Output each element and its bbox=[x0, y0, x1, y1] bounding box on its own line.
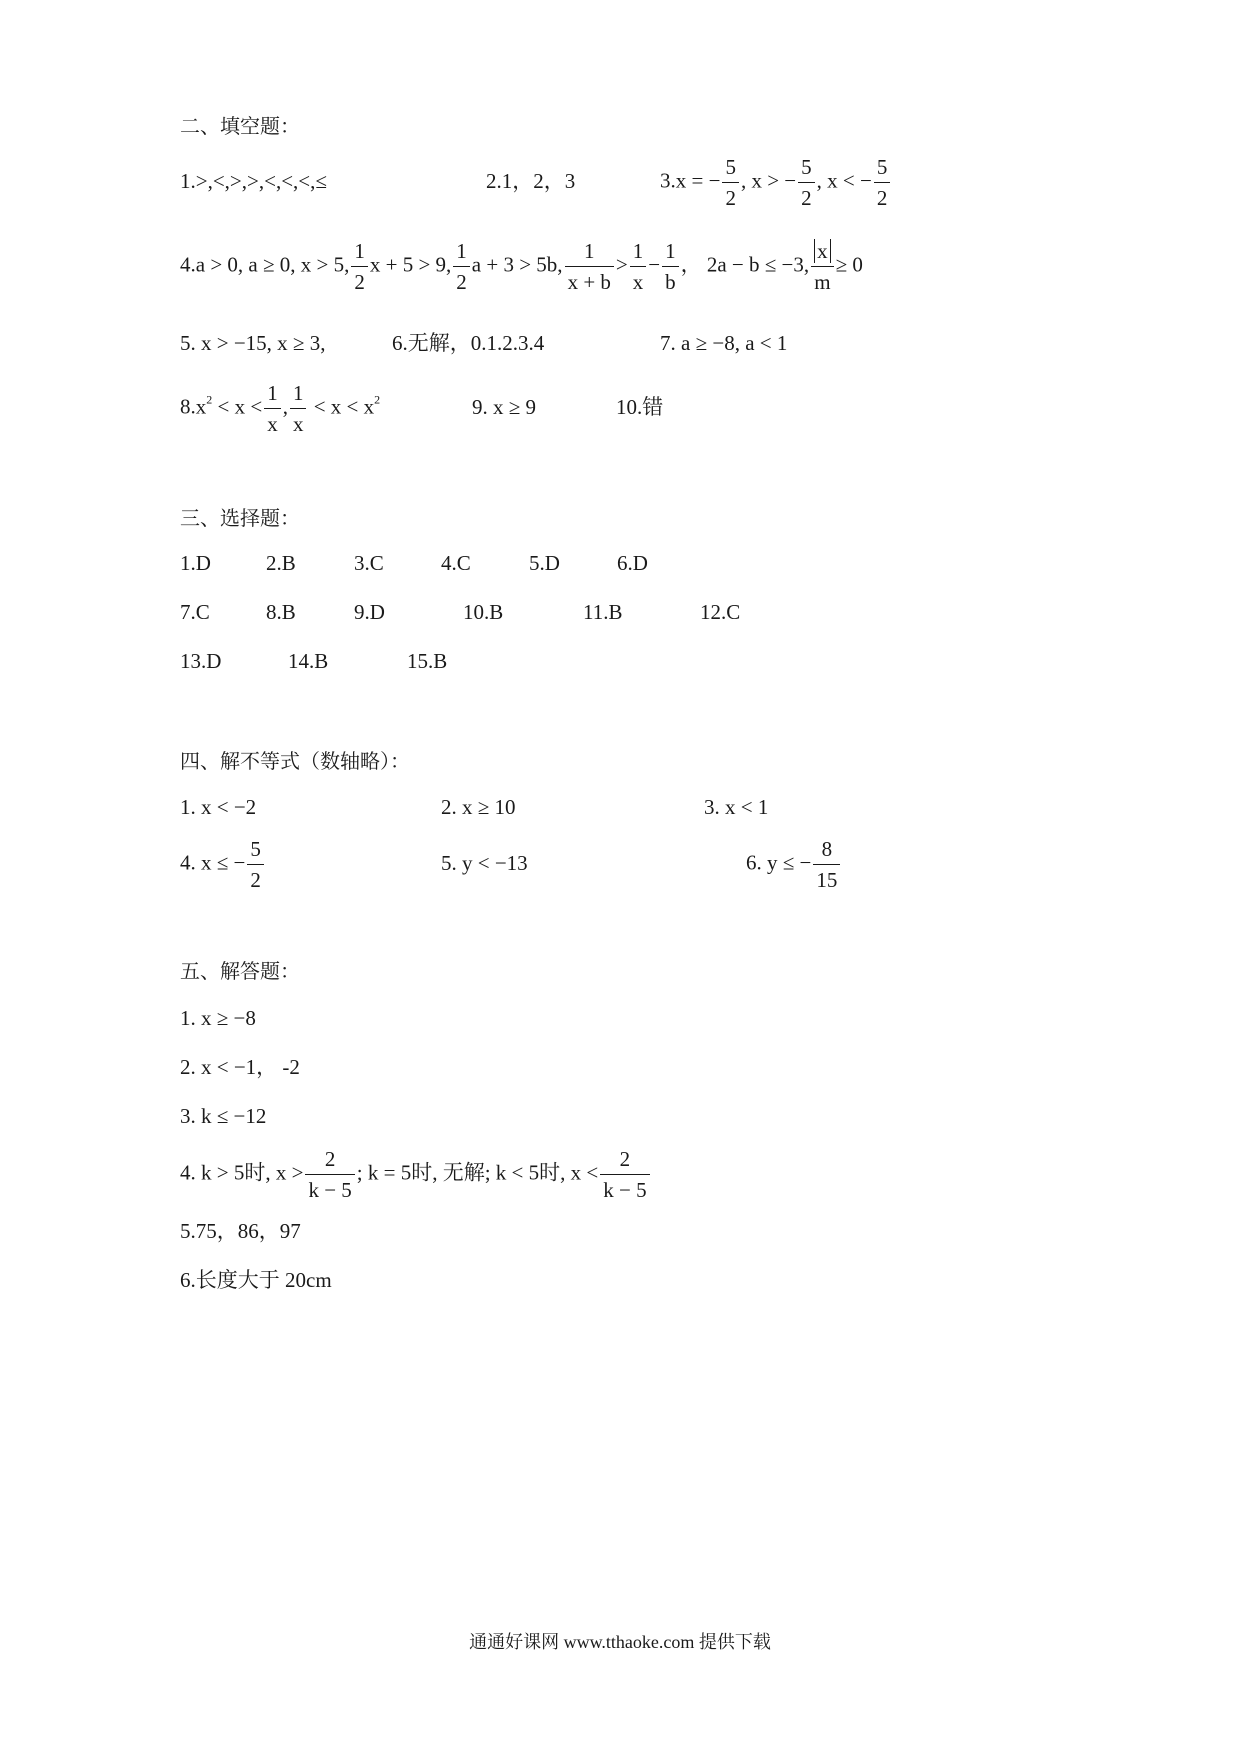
s4-q3: 3. x < 1 bbox=[704, 795, 769, 819]
s5-q2: 2. x < −1， -2 bbox=[180, 1055, 300, 1079]
fraction: $\frac{5}{2}$ bbox=[874, 152, 891, 213]
s3-answer: 12.C bbox=[700, 600, 741, 624]
s3-answer: 5.D bbox=[529, 551, 560, 575]
section2-heading: 二、填空题： bbox=[180, 116, 300, 138]
fraction: $\frac{5}{2}$ bbox=[247, 834, 264, 895]
fraction: $\frac{1}{2}$ bbox=[351, 236, 368, 297]
section4-heading: 四、解不等式（数轴略）： bbox=[180, 751, 410, 773]
s2-q1: 1.>,<,>,>,<,<,<,≤ bbox=[180, 169, 327, 193]
fraction: $\frac{8}{15}$ bbox=[813, 834, 840, 895]
fraction: $\frac{1}{b}$ bbox=[662, 236, 679, 297]
fraction: $\frac{1}{x + b}$ bbox=[565, 236, 614, 297]
s3-answer: 4.C bbox=[441, 551, 471, 575]
s3-answer: 13.D bbox=[180, 649, 222, 673]
s4-q2: 2. x ≥ 10 bbox=[441, 795, 516, 819]
s3-answer: 2.B bbox=[266, 551, 296, 575]
fraction: $\frac{1}{x}$ bbox=[290, 378, 307, 439]
section5-row4 bbox=[0, 1147, 1240, 1220]
s5-q3: 3. k ≤ −12 bbox=[180, 1104, 267, 1128]
fraction: $\frac{1}{2}$ bbox=[453, 236, 470, 297]
s4-q4: 4. x ≤ − $\frac{5}{2}$ bbox=[180, 834, 266, 895]
section2-row4 bbox=[0, 381, 1240, 454]
page-footer: 通通好课网 www.tthaoke.com 提供下载 bbox=[469, 1632, 771, 1652]
section3-heading: 三、选择题： bbox=[180, 508, 300, 530]
s5-q6: 6.长度大于 20cm bbox=[180, 1268, 332, 1292]
s2-q3: 3.x = − $\frac{5}{2}$ , x > − $\frac{5}{2}$ , x < − $\frac{5}{2}$ bbox=[660, 152, 892, 213]
s4-q1: 1. x < −2 bbox=[180, 795, 257, 819]
s3-answer: 3.C bbox=[354, 551, 384, 575]
fraction: $\frac{5}{2}$ bbox=[798, 152, 815, 213]
s3-answer: 8.B bbox=[266, 600, 296, 624]
s2-q2: 2.1，2，3 bbox=[486, 169, 576, 193]
section3-row3 bbox=[0, 648, 1240, 708]
fraction: $\frac{5}{2}$ bbox=[722, 152, 739, 213]
s2-q8: $8.x^2 < x$ < $\frac{1}{x}$ , $\frac{1}{x}$ < $x < x^2$ bbox=[180, 378, 380, 439]
s3-answer: 15.B bbox=[407, 649, 448, 673]
s4-q6: 6. y ≤ − $\frac{8}{15}$ bbox=[746, 834, 842, 895]
s2-q4: 4.a > 0, a ≥ 0, x > 5, $\frac{1}{2}$ x + 5 > 9, $\frac{1}{2}$ a + 3 > 5b, $\frac{1}{x + b}$ > $\frac{1}{x}$ − $\frac{1}{b}$ ， 2a − b ≤ −3, $\frac{x}{m}$ ≥ 0 bbox=[180, 236, 863, 297]
s2-q9: 9. x ≥ 9 bbox=[472, 395, 537, 419]
s5-q5: 5.75，86，97 bbox=[180, 1219, 301, 1243]
s3-answer: 1.D bbox=[180, 551, 211, 575]
fraction: $\frac{2}{k - 5}$ bbox=[305, 1144, 354, 1205]
s3-answer: 9.D bbox=[354, 600, 385, 624]
s5-q4: 4. k > 5时, x > $\frac{2}{k - 5}$ ; k = 5时, 无解; k < 5时, x < $\frac{2}{k - 5}$ bbox=[180, 1144, 652, 1205]
fraction: $\frac{x}{m}$ bbox=[811, 236, 834, 297]
fraction: $\frac{2}{k - 5}$ bbox=[600, 1144, 649, 1205]
s2-q5: 5. x > −15, x ≥ 3, bbox=[180, 331, 326, 355]
section2-row2 bbox=[0, 239, 1240, 312]
s3-answer: 6.D bbox=[617, 551, 648, 575]
fraction: $\frac{1}{x}$ bbox=[630, 236, 647, 297]
s2-q10: 10.错 bbox=[616, 395, 664, 419]
fraction: $\frac{1}{x}$ bbox=[264, 378, 281, 439]
s3-answer: 10.B bbox=[463, 600, 504, 624]
section5-row6 bbox=[0, 1267, 1240, 1327]
s4-q5: 5. y < −13 bbox=[441, 851, 528, 875]
s2-q6: 6.无解，0.1.2.3.4 bbox=[392, 331, 545, 355]
s3-answer: 14.B bbox=[288, 649, 329, 673]
s2-q7: 7. a ≥ −8, a < 1 bbox=[660, 331, 788, 355]
s5-q1: 1. x ≥ −8 bbox=[180, 1006, 256, 1030]
section2-row1 bbox=[0, 155, 1240, 228]
s3-answer: 11.B bbox=[583, 600, 623, 624]
section5-heading: 五、解答题： bbox=[180, 961, 300, 983]
s3-answer: 7.C bbox=[180, 600, 210, 624]
section4-row2 bbox=[0, 837, 1240, 910]
